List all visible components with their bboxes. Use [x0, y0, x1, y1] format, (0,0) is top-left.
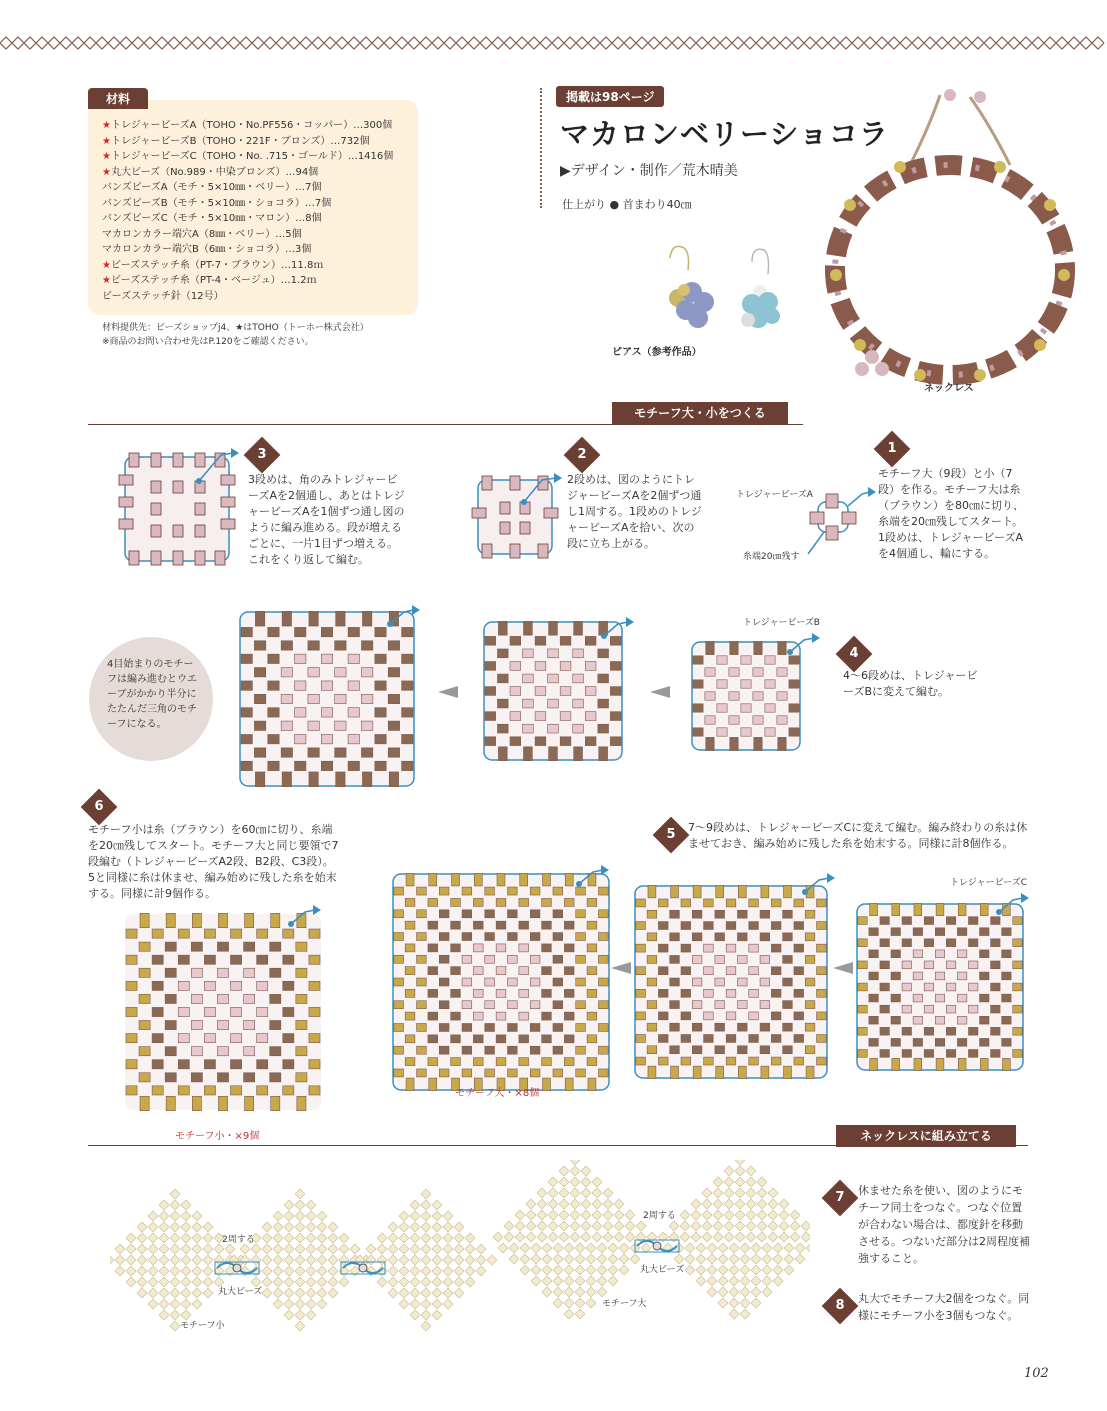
- direction-triangle-icon: [438, 686, 458, 698]
- motif-small-finished: [125, 913, 321, 1110]
- arrow-icon: [812, 633, 820, 643]
- step-6-number: 6: [94, 799, 104, 814]
- material-item-text: ビーズステッチ糸（PT-7・ブラウン）…11.8ｍ: [110, 259, 324, 271]
- section1-header: モチーフ大・小をつくる: [612, 402, 788, 424]
- motif-large-step-7: [857, 903, 1023, 1070]
- star-icon: ★: [102, 166, 111, 178]
- label-twice: 2周する: [222, 1235, 255, 1245]
- step-1-marker: [874, 431, 911, 468]
- step-8-marker: [822, 1288, 859, 1325]
- star-icon: ★: [102, 135, 111, 147]
- note-circle: [89, 637, 213, 761]
- material-item-text: バンズビーズB（モチ・5×10㎜・ショコラ）…7個: [102, 197, 332, 209]
- materials-box: [88, 92, 418, 315]
- material-item-text: 丸大ビーズ（No.989・中染ブロンズ）…94個: [110, 166, 319, 178]
- step-2-text: 2段めは、図のようにトレジャービーズAを2個ずつ通し1周する。1段めのトレジャービーズAを拾い、次の段に立ち上がる。: [567, 473, 702, 550]
- step-3-text: 3段めは、角のみトレジャービーズAを2個通し、あとはトレジャービーズAを1個ずつ通し図のように編み進める。段が増えるごとに、一片1目ずつ増える。これをくり返して編む。: [248, 473, 405, 566]
- joint-large: [635, 1240, 679, 1252]
- material-item: [102, 196, 418, 212]
- earring-left: [669, 282, 714, 328]
- material-item: [102, 242, 418, 258]
- motif-step-6: [240, 611, 414, 786]
- arrow-icon: [313, 905, 321, 915]
- material-item: [102, 165, 418, 181]
- step-4-marker: [836, 636, 873, 673]
- motif-large-step-9: [393, 873, 609, 1090]
- diagram-step-5-row: [115, 862, 1045, 1122]
- direction-triangle-icon: [611, 962, 631, 974]
- assembly-motif-small-1: [110, 1189, 246, 1331]
- label-maru-dai-2: 丸大ビーズ: [640, 1265, 685, 1275]
- star-icon: ★: [102, 259, 111, 271]
- step-2-number: 2: [577, 447, 587, 462]
- step-3-marker: [244, 437, 281, 474]
- step-8-number: 8: [835, 1298, 845, 1313]
- material-item: [102, 258, 418, 274]
- material-item-text: マカロンカラー端穴A（8㎜・ベリー）…5個: [102, 228, 302, 240]
- materials-note-2: ※商品のお問い合わせ先はP.120をご確認ください。: [102, 337, 314, 347]
- diagram-step-2: [468, 468, 568, 568]
- step-1-text: モチーフ大（9段）と小（7段）を作る。モチーフ大は糸（ブラウン）を80㎝に切り、糸端を20㎝残してスタート。1段めは、トレジャービーズAを4個通し、輪にする。: [878, 467, 1024, 560]
- arrow-icon: [626, 617, 634, 627]
- material-item: [102, 227, 418, 243]
- arrow-icon: [827, 873, 835, 883]
- step-7-marker: [822, 1180, 859, 1217]
- arrow-icon: [601, 865, 609, 875]
- label-treasure-a: トレジャービーズA: [736, 490, 813, 500]
- material-item: [102, 211, 418, 227]
- material-item: [102, 273, 418, 289]
- material-item-text: マカロンカラー端穴B（6㎜・ショコラ）…3個: [102, 244, 312, 255]
- materials-note-1: 材料提供先：ビーズショップj4、★はTOHO（トーホー株式会社）: [102, 323, 369, 333]
- label-treasure-c: トレジャービーズC: [950, 878, 1028, 888]
- project-title: マカロンベリーショコラ: [560, 117, 889, 151]
- step-6-marker: [81, 789, 118, 826]
- material-item-text: ビーズステッチ糸（PT-4・ベージュ）…1.2ｍ: [110, 275, 317, 286]
- step-5-number: 5: [666, 827, 676, 842]
- designer-credit: ▶デザイン・制作／荒木晴美: [560, 163, 738, 179]
- label-twice-2: 2周する: [643, 1211, 676, 1221]
- step-6-text: モチーフ小は糸（ブラウン）を60㎝に切り、糸端を20㎝残してスタート。モチーフ大と同じ要領で7段編む（トレジャービーズA2段、B2段、C3段）。5と同様に糸は休ませ、編み始めに残した糸を始末する。同様に計9個作る。: [88, 823, 339, 900]
- step-3-number: 3: [257, 447, 267, 462]
- material-item: [102, 289, 418, 305]
- motif-large-step-8: [635, 885, 827, 1078]
- title-rule: [540, 88, 548, 208]
- material-item-text: トレジャービーズA（TOHO・No.PF556・コッパー）…300個: [110, 120, 393, 131]
- earring-right: [741, 285, 780, 328]
- assembly-diagram: [110, 1160, 810, 1340]
- diagram-step-3: [115, 445, 240, 573]
- material-item-text: バンズビーズA（モチ・5×10㎜・ベリー）…7個: [102, 182, 322, 193]
- assembly-motif-small-2: [229, 1189, 371, 1331]
- label-small-x9: モチーフ小・×9個: [175, 1131, 260, 1142]
- label-motif-small: モチーフ小: [180, 1321, 225, 1331]
- material-item-text: トレジャービーズB（TOHO・221F・ブロンズ）…732個: [110, 135, 370, 147]
- material-item-text: バンズビーズC（モチ・5×10㎜・マロン）…8個: [102, 213, 322, 224]
- material-item: [102, 180, 418, 196]
- materials-list: [88, 100, 418, 304]
- star-icon: ★: [102, 275, 111, 286]
- label-maru-dai: 丸大ビーズ: [218, 1287, 263, 1297]
- arrow-icon: [412, 605, 420, 615]
- necklace-photo: [800, 85, 1100, 390]
- motif-step-5: [484, 621, 622, 760]
- step-2-marker: [564, 437, 601, 474]
- earring-label: ピアス（参考作品）: [612, 347, 702, 358]
- direction-triangle-icon: [833, 962, 853, 974]
- necklace-label: ネックレス: [924, 383, 974, 394]
- label-thread-end: 糸端20㎝残す: [743, 552, 800, 562]
- star-icon: ★: [102, 120, 111, 131]
- step-4-text: 4～6段めは、トレジャービーズBに変えて編む。: [843, 669, 978, 698]
- label-motif-large: モチーフ大: [602, 1299, 647, 1309]
- step-5-text: 7～9段めは、トレジャービーズCに変えて編む。編み終わりの糸は休ませておき、編み始めに残した糸を始末する。同様に計8個作る。: [688, 821, 1028, 850]
- material-item-text: ビーズステッチ針（12号）: [102, 290, 224, 302]
- material-item: [102, 134, 418, 150]
- finish-size: 仕上がり ● 首まわり40㎝: [562, 198, 692, 211]
- step-8-text: 丸大でモチーフ大2個をつなぐ。同様にモチーフ小を3個もつなぐ。: [858, 1292, 1030, 1322]
- step-5-marker: [653, 817, 690, 854]
- materials-header: 材料: [88, 88, 148, 109]
- section2-header: ネックレスに組み立てる: [836, 1125, 1016, 1147]
- label-treasure-b: トレジャービーズB: [743, 618, 820, 628]
- material-item: [102, 149, 418, 165]
- step-4-number: 4: [849, 646, 859, 661]
- arrow-icon: [1021, 893, 1029, 903]
- earring-photo: [640, 240, 800, 345]
- note-circle-text: 4目始まりのモチーフは編み進むとウエーブがかかり半分にたたんだ三角のモチーフになる。: [107, 659, 197, 730]
- step-7-number: 7: [835, 1190, 845, 1205]
- section1-line: [88, 424, 803, 425]
- label-large-x8: モチーフ大・×8個: [455, 1088, 540, 1099]
- page-ref-badge: 掲載は98ページ: [556, 86, 664, 107]
- top-border-pattern: [0, 36, 1107, 50]
- material-item-text: トレジャービーズC（TOHO・No. .715・ゴールド）…1416個: [110, 151, 394, 162]
- motif-step-4: [692, 641, 800, 750]
- star-icon: ★: [102, 151, 111, 162]
- page-number: 102: [1024, 1366, 1049, 1381]
- step-1-number: 1: [887, 441, 897, 456]
- material-item: [102, 118, 418, 134]
- assembly-motif-large-2: [658, 1160, 810, 1319]
- step-7-text: 休ませた糸を使い、図のようにモチーフ同士をつなぐ。つなぐ位置が合わない場合は、都度針を移動させる。つないだ部分は2周程度補強すること。: [858, 1184, 1030, 1265]
- direction-triangle-icon: [650, 686, 670, 698]
- assembly-motif-small-3: [355, 1189, 497, 1331]
